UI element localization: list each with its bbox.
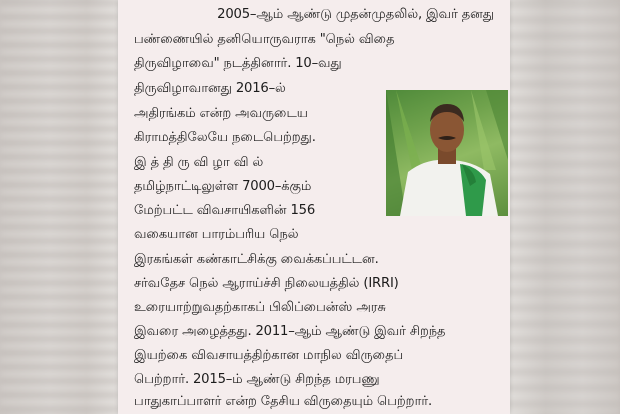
article-line-2: பண்ணையில் தனியொருவராக "நெல் விதை: [134, 32, 395, 47]
farmer-photo: [386, 90, 508, 216]
article-line-4: திருவிழாவானது 2016–ல்: [134, 81, 286, 96]
blurred-background-left: [0, 0, 118, 414]
article-line-1: 2005–ஆம் ஆண்டு முதன்முதலில், இவர் தனது: [217, 7, 494, 22]
article-line-6: கிராமத்திலேயே நடைபெற்றது.: [134, 130, 316, 145]
article-line-15: இயற்கை விவசாயத்திற்கான மாநில விருதைப்: [134, 348, 404, 363]
article-line-17: பாதுகாப்பாளர் என்ற தேசிய விருதையும் பெற்றார்.: [134, 394, 432, 409]
article-line-13: உரையாற்றுவதற்காகப் பிலிப்பைன்ஸ் அரசு: [134, 300, 386, 315]
article-line-8: தமிழ்நாட்டிலுள்ள 7000–க்கும்: [134, 179, 312, 194]
article-line-7: இ த் தி ரு வி ழா வி ல்: [134, 155, 264, 170]
article-line-11: இரகங்கள் கண்காட்சிக்கு வைக்கப்பட்டன.: [134, 252, 379, 267]
newspaper-clipping: [118, 0, 510, 414]
article-line-3: திருவிழாவை" நடத்தினார். 10–வது: [134, 56, 342, 71]
blurred-background-right: [502, 0, 620, 414]
article-line-5: அதிரங்கம் என்ற அவருடைய: [134, 106, 308, 121]
article-line-12: சர்வதேச நெல் ஆராய்ச்சி நிலையத்தில் (IRRI): [134, 276, 399, 291]
farmer-portrait-icon: [386, 90, 508, 216]
article-line-10: வகையான பாரம்பரிய நெல்: [134, 227, 299, 242]
article-line-16: பெற்றார். 2015–ம் ஆண்டு சிறந்த மரபணு: [134, 372, 380, 387]
article-line-9: மேற்பட்ட விவசாயிகளின் 156: [134, 203, 316, 218]
article-line-14: இவரை அழைத்தது. 2011–ஆம் ஆண்டு இவர் சிறந்த: [134, 324, 446, 339]
